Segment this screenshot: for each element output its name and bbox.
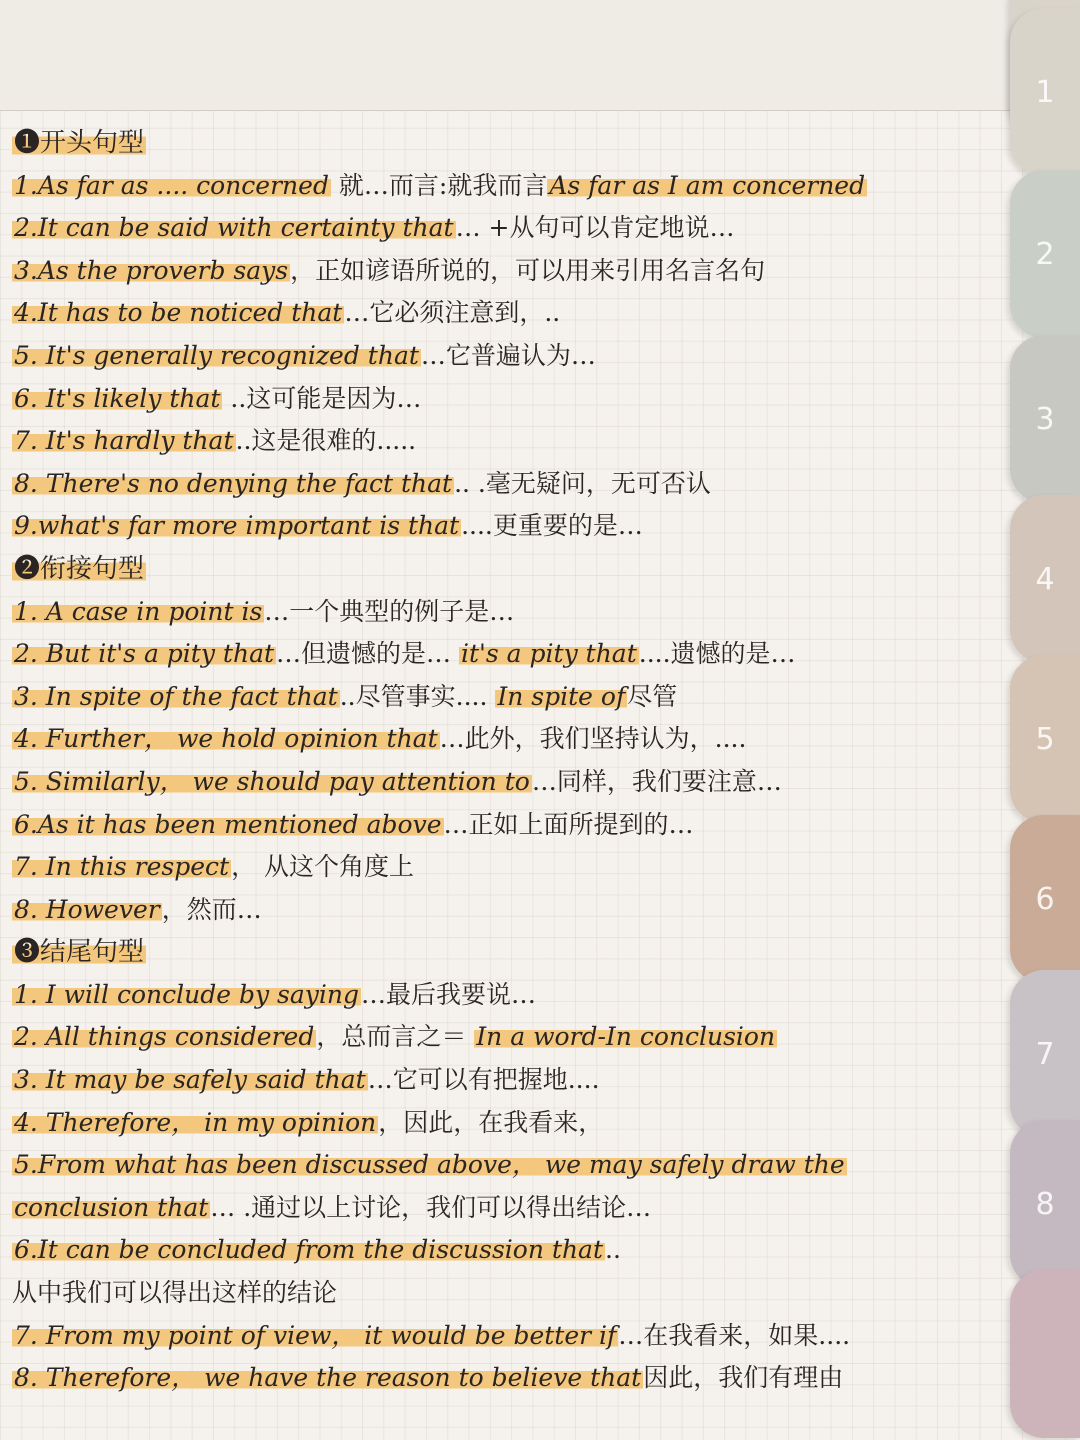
tab-5-label: 5	[1035, 721, 1055, 757]
tab-6-label: 6	[1035, 881, 1055, 917]
list-item	[12, 804, 1062, 847]
list-item	[12, 676, 1062, 719]
phrase-en: 4.It has to be noticed that	[14, 298, 343, 328]
phrase-zh: …在我看来，如果....	[618, 1320, 851, 1350]
list-item	[12, 1059, 1062, 1102]
tab-3-label: 3	[1035, 401, 1055, 437]
tab-2-label: 2	[1035, 236, 1055, 272]
phrase-zh: …一个典型的例子是…	[264, 596, 515, 626]
list-item	[12, 1315, 1062, 1358]
list-item	[12, 420, 1062, 463]
section-3-heading-text: ❸结尾句型	[14, 937, 145, 968]
phrase-zh: …此外，我们坚持认为，....	[439, 724, 747, 754]
phrase-zh: 因此，我们有理由	[643, 1363, 844, 1393]
list-item	[12, 974, 1062, 1017]
phrase-zh: .. .毫无疑问，无可否认	[454, 468, 711, 498]
phrase-zh: ..尽管事实....	[339, 681, 496, 711]
phrase-zh: …它普遍认为…	[420, 340, 596, 370]
phrase-en: In a word-In conclusion	[476, 1022, 776, 1052]
list-item	[12, 1144, 1062, 1187]
phrase-zh: 就…而言:就我而言	[330, 170, 548, 200]
list-item	[12, 250, 1062, 293]
phrase-en: 8. However	[14, 894, 160, 924]
list-item	[12, 591, 1062, 634]
list-item	[12, 889, 1062, 932]
list-item	[12, 1357, 1062, 1400]
list-item	[12, 165, 1062, 208]
phrase-en: 2.It can be said with certainty that	[14, 213, 454, 243]
phrase-en: 3.As the proverb says	[14, 255, 289, 285]
phrase-zh: … .通过以上讨论，我们可以得出结论…	[210, 1192, 652, 1222]
phrase-zh: ，然而…	[161, 894, 262, 924]
phrase-zh: ....遗憾的是…	[638, 639, 796, 669]
notes-content	[12, 122, 1062, 1400]
list-item	[12, 761, 1062, 804]
list-item	[12, 207, 1062, 250]
phrase-en: 6.It can be concluded from the discussion that	[14, 1235, 604, 1265]
list-item	[12, 505, 1062, 548]
list-item	[12, 1272, 1062, 1315]
phrase-zh: ，总而言之＝	[316, 1022, 475, 1052]
phrase-zh: 从中我们可以得出这样的结论	[12, 1278, 338, 1308]
phrase-en: 7. It's hardly that	[14, 426, 234, 456]
phrase-en: 5. Similarly， we should pay attention to	[14, 766, 530, 796]
list-item	[12, 633, 1062, 676]
list-item	[12, 1187, 1062, 1230]
phrase-en: 1. I will conclude by saying	[14, 979, 359, 1009]
phrase-en: In spite of	[497, 681, 626, 711]
phrase-en: 2. All things considered	[14, 1022, 315, 1052]
list-item	[12, 292, 1062, 335]
phrase-zh: ....更重要的是…	[461, 511, 643, 541]
phrase-zh: …正如上面所提到的…	[443, 809, 694, 839]
header-band	[0, 0, 1080, 111]
phrase-en: 7. In this respect	[14, 852, 230, 882]
section-1-heading	[12, 122, 1062, 165]
phrase-en: 7. From my point of view， it would be better if	[14, 1320, 617, 1350]
list-item	[12, 378, 1062, 421]
phrase-en: 4. Further， we hold opinion that	[14, 724, 438, 754]
phrase-en: 6.As it has been mentioned above	[14, 809, 442, 839]
phrase-zh: …它必须注意到，..	[344, 298, 561, 328]
phrase-zh: ，正如谚语所说的，可以用来引用名言名句	[290, 255, 766, 285]
phrase-en: 5. It's generally recognized that	[14, 340, 419, 370]
phrase-zh: …但遗憾的是…	[276, 639, 459, 669]
phrase-en: 2. But it's a pity that	[14, 639, 275, 669]
list-item	[12, 846, 1062, 889]
phrase-zh: … +从句可以肯定地说…	[455, 213, 735, 243]
phrase-zh: ， 从这个角度上	[231, 852, 415, 882]
phrase-zh: ..这是很难的.....	[235, 426, 417, 456]
list-item	[12, 718, 1062, 761]
list-item	[12, 463, 1062, 506]
list-item	[12, 1102, 1062, 1145]
phrase-en: As far as I am concerned	[549, 170, 866, 200]
phrase-zh: ..这可能是因为…	[222, 383, 422, 413]
list-item	[12, 335, 1062, 378]
tab-7-label: 7	[1035, 1036, 1055, 1072]
phrase-zh: 尽管	[627, 681, 678, 711]
phrase-en: 3. In spite of the fact that	[14, 681, 338, 711]
section-1-heading-text: ❶开头句型	[14, 128, 145, 158]
list-item	[12, 1229, 1062, 1272]
phrase-en: conclusion that	[14, 1192, 209, 1222]
tab-4-label: 4	[1035, 561, 1055, 597]
phrase-zh: …同样，我们要注意…	[531, 766, 782, 796]
phrase-en: 9.what's far more important is that	[14, 511, 460, 541]
list-item	[12, 1016, 1062, 1059]
phrase-en: 5.From what has been discussed above， we may safely draw the	[14, 1150, 845, 1180]
phrase-en: 8. Therefore， we have the reason to believe that	[14, 1363, 642, 1393]
phrase-zh: ，因此，在我看来，	[378, 1107, 604, 1137]
phrase-en: it's a pity that	[460, 639, 637, 669]
phrase-en: 4. Therefore， in my opinion	[14, 1107, 377, 1137]
phrase-en: 1.As far as .... concerned	[14, 170, 329, 200]
phrase-en: 6. It's likely that	[14, 383, 221, 413]
tab-1-label: 1	[1035, 74, 1055, 110]
tab-8-label: 8	[1035, 1186, 1055, 1222]
phrase-zh: …它可以有把握地....	[367, 1065, 600, 1095]
section-2-heading	[12, 548, 1062, 591]
section-3-heading	[12, 931, 1062, 974]
phrase-en: 3. It may be safely said that	[14, 1065, 366, 1095]
phrase-en: 8. There's no denying the fact that	[14, 468, 453, 498]
phrase-zh: ..	[605, 1235, 621, 1265]
phrase-en: 1. A case in point is	[14, 596, 263, 626]
section-2-heading-text: ❷衔接句型	[14, 553, 145, 584]
phrase-zh: …最后我要说…	[360, 979, 536, 1009]
